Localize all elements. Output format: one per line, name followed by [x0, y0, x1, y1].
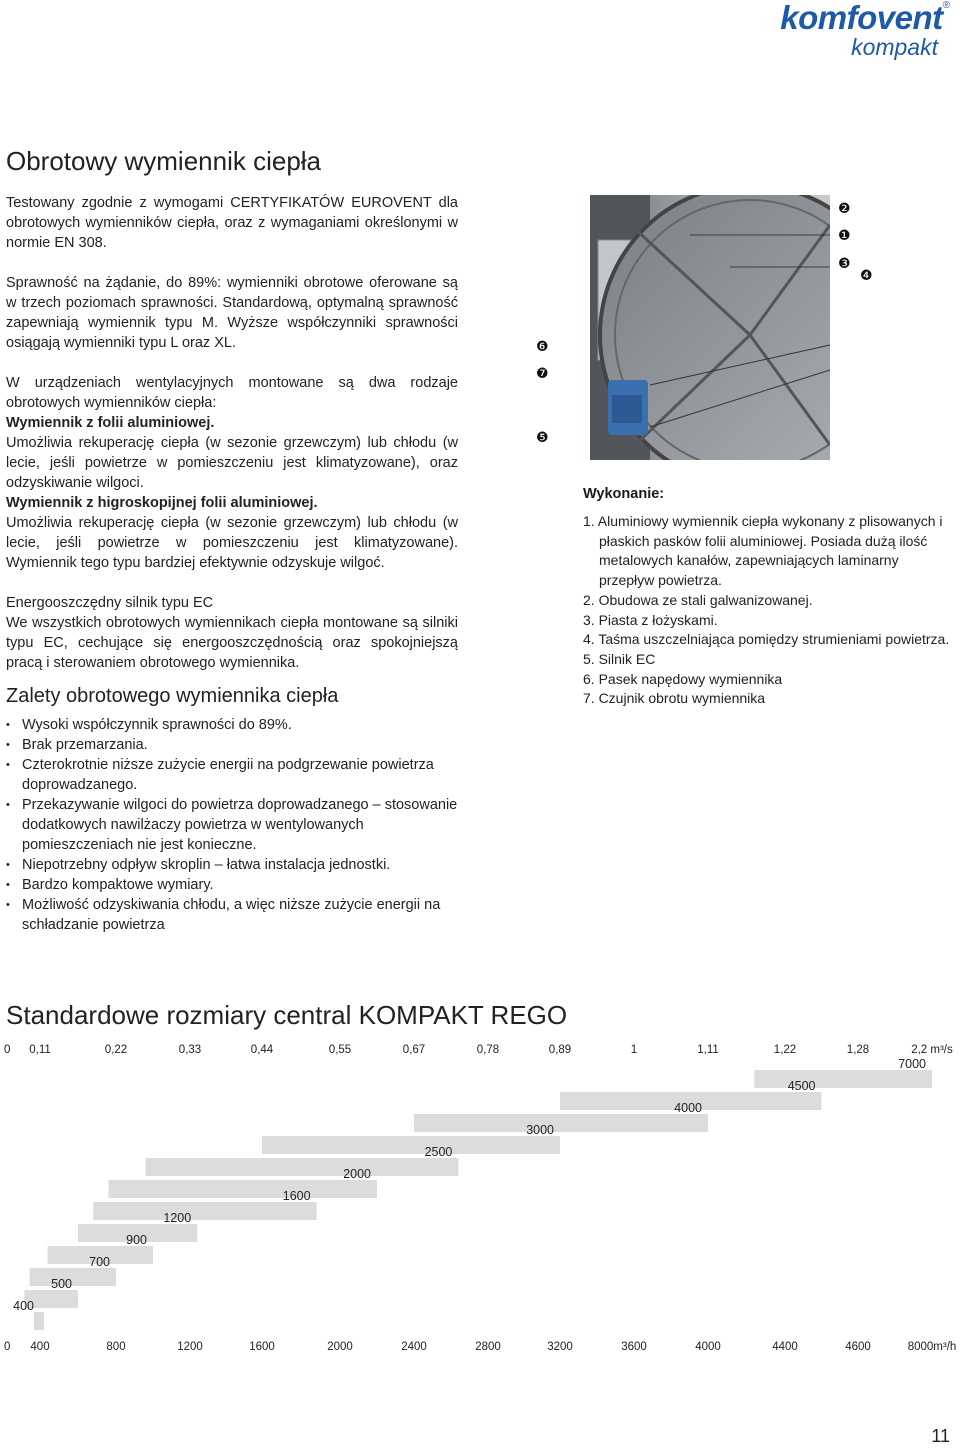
bottom-axis-tick-label: 3600 — [621, 1341, 647, 1353]
list-item: • Bardzo kompaktowe wymiary. — [6, 875, 476, 895]
top-axis-tick-label: 0,44 — [250, 1044, 274, 1056]
top-axis-tick-label: 0 — [4, 1044, 11, 1056]
top-axis-tick-label: 0,11 — [29, 1044, 51, 1056]
construction-title: Wykonanie: — [583, 486, 665, 502]
bottom-axis-tick-label: 0 — [4, 1341, 11, 1353]
ec-text: We wszystkich obrotowych wymiennikach ciepła montowane są silniki typu EC, cechujące się energooszczędnością oraz spokojniejszą pracą i sterowaniem obrotowego wymiennika. — [6, 615, 458, 671]
list-item: 5. Silnik EC — [583, 650, 656, 667]
page-number: 11 — [931, 1426, 950, 1446]
top-axis-tick-label: 0,55 — [328, 1044, 352, 1056]
bottom-axis-tick-label: 4400 — [772, 1341, 798, 1353]
brand-subname: kompakt — [851, 34, 938, 60]
top-axis-tick-label: 0,67 — [402, 1044, 426, 1056]
bottom-axis-tick-label: 4000 — [695, 1341, 721, 1353]
range-bar — [30, 1268, 116, 1286]
bottom-axis-tick-label: 400 — [30, 1341, 50, 1353]
range-bar-label: 700 — [89, 1255, 110, 1269]
list-item: • Możliwość odzyskiwania chłodu, a więc niższe zużycie energii na schładzanie powietrza — [6, 895, 476, 935]
bottom-axis-tick-label: 2800 — [475, 1341, 501, 1353]
heat-exchanger-illustration — [590, 195, 830, 460]
top-axis-tick-label: 0,89 — [548, 1044, 572, 1056]
marker-6: ❻ — [536, 339, 549, 355]
type1-title: Wymiennik z folii aluminiowej. — [6, 415, 215, 431]
range-bar — [34, 1312, 44, 1330]
type2-text: Umożliwia rekuperację ciepła (w sezonie grzewczym) lub chłodu (w lecie, jeśli powietrze w pomieszczeniu jest klimatyzowane). Wymiennik tego typu bardziej efektywnie odzyskuje wilgoć. — [6, 515, 458, 571]
range-bar-label: 4000 — [674, 1101, 702, 1115]
type2-title: Wymiennik z higroskopijnej folii aluminiowej. — [6, 495, 318, 511]
range-bar-label: 1600 — [282, 1189, 311, 1203]
range-bar-label: 7000 — [898, 1057, 926, 1071]
bottom-axis-tick-label: 2400 — [401, 1341, 427, 1353]
range-bar-label: 4500 — [787, 1079, 816, 1093]
top-axis-tick-label: 0,33 — [178, 1044, 202, 1056]
top-axis-tick-label: 1,22 — [773, 1044, 797, 1056]
range-bar — [146, 1158, 459, 1176]
range-bar — [93, 1202, 316, 1220]
marker-3: ❸ — [838, 256, 851, 272]
marker-5: ❺ — [536, 430, 549, 446]
list-item: • Niepotrzebny odpływ skroplin – łatwa instalacja jednostki. — [6, 855, 476, 875]
marker-2: ❷ — [838, 201, 851, 217]
bottom-axis-tick-label: 1200 — [177, 1341, 203, 1353]
bottom-axis-tick-label: 800 — [106, 1341, 126, 1353]
top-axis-tick-label: 1,11 — [697, 1044, 719, 1056]
range-bar — [754, 1070, 932, 1088]
page-title: Obrotowy wymiennik ciepła — [6, 146, 322, 176]
top-axis-tick-label: 1,28 — [846, 1044, 870, 1056]
range-bar-label: 400 — [13, 1299, 34, 1313]
top-axis-tick-label: 0,78 — [476, 1044, 500, 1056]
advantages-title: Zalety obrotowego wymiennika ciepła — [6, 685, 339, 707]
marker-4: ❹ — [860, 268, 873, 284]
list-item: • Przekazywanie wilgoci do powietrza doprowadzanego – stosowanie dodatkowych nawilżaczy powietrza w wentylowanych pomieszczeniach nie jest konieczne. — [6, 795, 476, 855]
list-item: 4. Taśma uszczelniająca pomiędzy strumieniami powietrza. — [583, 631, 950, 648]
list-item: 7. Czujnik obrotu wymiennika — [583, 690, 766, 707]
type1-text: Umożliwia rekuperację ciepła (w sezonie grzewczym) lub chłodu (w lecie, jeśli powietrze w pomieszczeniu jest klimatyzowane), oraz odzyskiwanie wilgoci. — [6, 435, 458, 491]
range-bar — [262, 1136, 560, 1154]
bottom-axis-tick-label: 2000 — [327, 1341, 353, 1353]
ec-title: Energooszczędny silnik typu EC — [6, 595, 214, 611]
range-bar-label: 500 — [51, 1277, 72, 1291]
top-axis-tick-label: 1 — [630, 1044, 638, 1056]
construction-section — [583, 486, 953, 709]
range-bar — [414, 1114, 708, 1132]
marker-1: ❶ — [838, 228, 851, 244]
intro-section — [6, 193, 458, 673]
size-range-chart — [0, 1040, 960, 1360]
list-item: 2. Obudowa ze stali galwanizowanej. — [583, 591, 813, 608]
brand-registered-mark: ® — [942, 0, 950, 11]
brand-name: komfovent — [780, 0, 943, 36]
range-bar-label: 900 — [126, 1233, 147, 1247]
range-bar-label: 3000 — [526, 1123, 554, 1137]
top-axis-tick-label: 2,2 m³/s — [911, 1044, 953, 1056]
construction-list — [583, 512, 953, 709]
range-bar-label: 2000 — [343, 1167, 371, 1181]
marker-7: ❼ — [536, 366, 549, 382]
intro-paragraph-certification: Testowany zgodnie z wymogami CERTYFIKATÓW EUROVENT dla obrotowych wymienników ciepła, oraz z wymaganiami określonymi w normie EN 308. — [6, 195, 458, 251]
top-axis-tick-label: 0,22 — [104, 1044, 128, 1056]
range-bar-label: 1200 — [163, 1211, 192, 1225]
list-item: 6. Pasek napędowy wymiennika — [583, 670, 783, 687]
intro-paragraph-efficiency: Sprawność na żądanie, do 89%: wymienniki obrotowe oferowane są w trzech poziomach sprawności. Standardową, optymalną sprawność zapewniają wymiennik typu M. Wyższe współczynniki sprawności osiągają wymienniki typu L oraz XL. — [6, 275, 458, 351]
list-item: 3. Piasta z łożyskami. — [583, 611, 718, 628]
brand-logo — [740, 0, 950, 64]
list-item: • Wysoki współczynnik sprawności do 89%. — [6, 715, 476, 735]
bottom-axis-tick-label: 3200 — [547, 1341, 573, 1353]
bottom-axis-tick-label: 1600 — [249, 1341, 275, 1353]
bottom-axis-tick-label: 8000m³/h — [907, 1341, 957, 1353]
range-bar-label: 2500 — [424, 1145, 453, 1159]
list-item: • Czterokrotnie niższe zużycie energii na podgrzewanie powietrza doprowadzanego. — [6, 755, 476, 795]
list-item: 1. Aluminiowy wymiennik ciepła wykonany z plisowanych i płaskich pasków folii aluminiowej. Posiada dużą ilość metalowych kanałów, zapewniających laminarny przepływ powietrza. — [583, 513, 943, 589]
list-item: • Brak przemarzania. — [6, 735, 476, 755]
chart-title: Standardowe rozmiary central KOMPAKT REGO — [6, 1000, 568, 1030]
bottom-axis-tick-label: 4600 — [845, 1341, 871, 1353]
range-bar — [108, 1180, 377, 1198]
intro-paragraph-types: W urządzeniach wentylacyjnych montowane są dwa rodzaje obrotowych wymienników ciepła: — [6, 375, 458, 411]
advantages-list — [6, 715, 476, 935]
